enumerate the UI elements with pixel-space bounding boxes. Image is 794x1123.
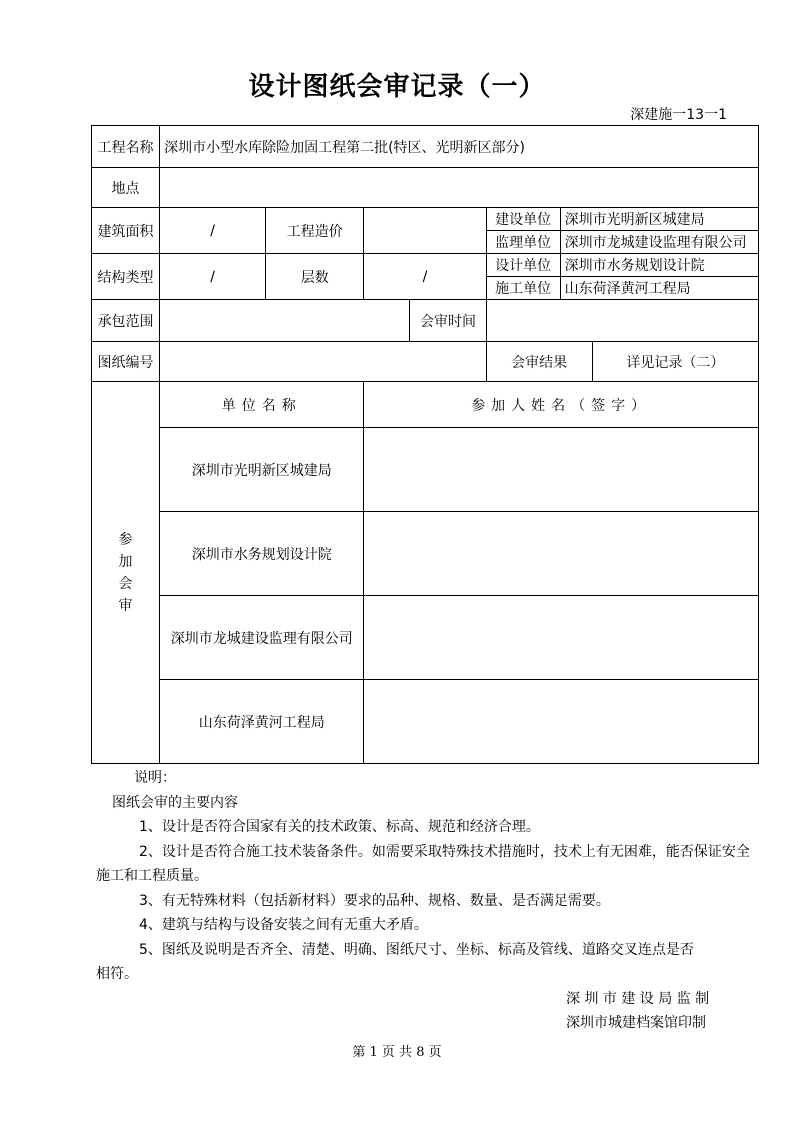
project-name-value[interactable]: 深圳市小型水库除险加固工程第二批(特区、光明新区部分) (160, 126, 759, 168)
unit-label-construction: 建设单位 (486, 208, 560, 231)
row-participants-header (92, 382, 759, 428)
participant-signature[interactable] (364, 428, 759, 512)
participant-unit: 深圳市龙城建设监理有限公司 (160, 596, 364, 680)
note-item-1: 1、设计是否符合国家有关的技术政策、标高、规范和经济合理。 (139, 819, 540, 835)
row-structure-floors (92, 254, 759, 277)
unit-value-supervision[interactable]: 深圳市龙城建设监理有限公司 (560, 231, 758, 254)
structure-label: 结构类型 (92, 254, 160, 300)
participants-side-label (92, 382, 160, 764)
unit-value-design[interactable]: 深圳市水务规划设计院 (560, 254, 758, 277)
scope-label: 承包范围 (92, 300, 160, 342)
area-label: 建筑面积 (92, 208, 160, 254)
supervisor-line: 深 圳 市 建 设 局 监 制 (566, 990, 710, 1007)
review-time-label: 会审时间 (410, 300, 486, 342)
review-time-value[interactable] (486, 300, 758, 342)
area-value[interactable]: / (160, 208, 266, 254)
unit-value-construction[interactable]: 深圳市光明新区城建局 (560, 208, 758, 231)
participant-row (92, 680, 759, 764)
note-item-2-continued: 施工和工程质量。 (96, 868, 208, 884)
participant-unit: 深圳市水务规划设计院 (160, 512, 364, 596)
cost-value[interactable] (364, 208, 486, 254)
unit-label-design: 设计单位 (486, 254, 560, 277)
note-item-5: 5、图纸及说明是否齐全、清楚、明确、图纸尺寸、坐标、标高及管线、道路交叉连点是否 (139, 941, 694, 958)
unit-label-contractor: 施工单位 (486, 277, 560, 300)
notes-heading: 说明： (134, 770, 176, 786)
participant-signature[interactable] (364, 512, 759, 596)
note-item-5-continued: 相符。 (96, 966, 138, 982)
review-form-table (91, 125, 759, 764)
unit-column-header: 单位名称 (160, 382, 364, 428)
floors-label: 层数 (266, 254, 364, 300)
floors-value[interactable]: / (364, 254, 486, 300)
row-project-name (92, 126, 759, 168)
location-value[interactable] (160, 168, 759, 208)
participant-row (92, 428, 759, 512)
unit-value-contractor[interactable]: 山东荷泽黄河工程局 (560, 277, 758, 300)
review-result-label: 会审结果 (486, 342, 592, 382)
participant-signature[interactable] (364, 680, 759, 764)
form-code: 深建施一13一1 (630, 107, 727, 123)
notes-subheading: 图纸会审的主要内容 (112, 794, 238, 811)
row-area-cost (92, 208, 759, 231)
sign-column-header: 参加人姓名（签字） (364, 382, 759, 428)
participant-unit: 山东荷泽黄河工程局 (160, 680, 364, 764)
unit-label-supervision: 监理单位 (486, 231, 560, 254)
scope-value[interactable] (160, 300, 410, 342)
row-location (92, 168, 759, 208)
location-label: 地点 (92, 168, 160, 208)
participant-row (92, 596, 759, 680)
page-number: 第 1 页 共 8 页 (352, 1045, 442, 1060)
cost-label: 工程造价 (266, 208, 364, 254)
participant-signature[interactable] (364, 596, 759, 680)
printer-line: 深圳市城建档案馆印制 (566, 1015, 706, 1031)
participants-side-text: 参 加 会 审 (118, 531, 133, 614)
row-drawing-result (92, 342, 759, 382)
structure-value[interactable]: / (160, 254, 266, 300)
drawing-no-value[interactable] (160, 342, 486, 382)
row-scope-time (92, 300, 759, 342)
participant-row (92, 512, 759, 596)
document-title: 设计图纸会审记录（一） (248, 72, 546, 102)
notes-section (0, 766, 794, 1036)
drawing-no-label: 图纸编号 (92, 342, 160, 382)
project-name-label: 工程名称 (92, 126, 160, 168)
note-item-2: 2、设计是否符合施工技术装备条件。如需要采取特殊技术措施时，技术上有无困难，能否保证安全 (139, 843, 750, 860)
note-item-3: 3、有无特殊材料（包括新材料）要求的品种、规格、数量、是否满足需要。 (139, 892, 610, 909)
participant-unit: 深圳市光明新区城建局 (160, 428, 364, 512)
review-result-value[interactable]: 详见记录（二） (592, 342, 758, 382)
note-item-4: 4、建筑与结构与设备安装之间有无重大矛盾。 (139, 917, 428, 933)
